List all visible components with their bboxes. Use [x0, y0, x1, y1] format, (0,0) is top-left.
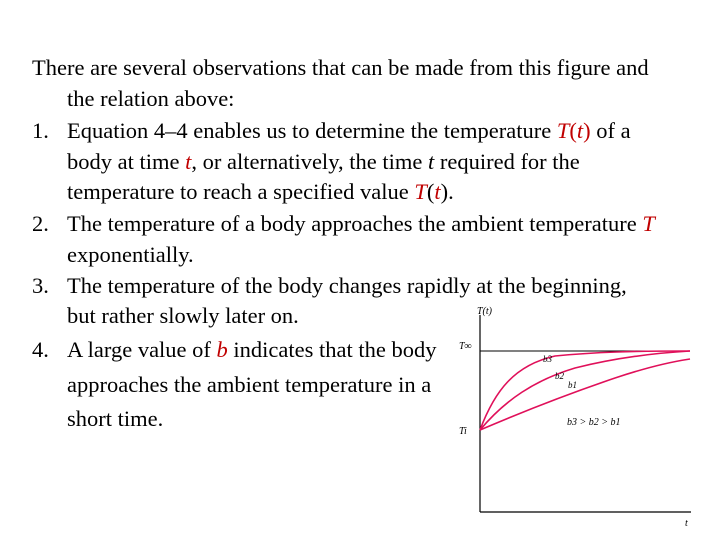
item-1-text: required for the: [434, 149, 580, 174]
item-1-text: body at time: [67, 149, 186, 174]
y-axis-label: T(t): [477, 306, 492, 317]
item-1-paren: ): [583, 118, 591, 143]
item-4-text: indicates that the body: [227, 337, 437, 362]
item-number-3: 3.: [32, 273, 49, 298]
temperature-curve-figure: [455, 300, 720, 540]
intro-line-1: There are several observations that can be made from this figure and: [32, 55, 649, 80]
item-4-line-2: approaches the ambient temperature in a: [67, 372, 432, 397]
curve-label-b1: b1: [568, 380, 577, 390]
item-2-T: T: [642, 211, 655, 236]
item-1-t: t: [434, 179, 441, 204]
item-1-t: t: [576, 118, 584, 143]
item-1-text: , or alternatively, the time: [191, 149, 428, 174]
item-number-1: 1.: [32, 118, 49, 143]
item-4-line-1: [67, 336, 437, 363]
curve-label-b2: b2: [555, 371, 564, 381]
item-2-text: The temperature of a body approaches the ambient temperature: [67, 211, 643, 236]
item-1-line-3: [67, 178, 454, 205]
intro-line-2: the relation above:: [67, 86, 235, 111]
item-number-2: 2.: [32, 211, 49, 236]
curve-label-b3: b3: [543, 354, 552, 364]
item-2-line-1: [67, 210, 655, 237]
item-3-line-1: The temperature of the body changes rapidly at the beginning,: [67, 273, 627, 298]
item-1-line-1: [67, 117, 631, 144]
item-1-paren: (: [569, 118, 577, 143]
initial-temperature-label: Ti: [459, 426, 467, 437]
ambient-label: T∞: [459, 341, 472, 352]
x-axis-label: t: [685, 518, 688, 529]
item-1-t: t: [185, 149, 192, 174]
item-1-paren: ).: [440, 179, 454, 204]
item-2-line-2: exponentially.: [67, 242, 194, 267]
item-1-line-2: [67, 148, 580, 175]
item-1-T: T: [556, 118, 570, 143]
item-1-text: Equation 4–4 enables us to determine the temperature: [67, 118, 557, 143]
item-1-text: temperature to reach a specified value: [67, 179, 415, 204]
item-1-T: T: [414, 179, 427, 204]
item-1-text: of a: [590, 118, 631, 143]
item-1-t: t: [427, 149, 435, 174]
relation-label: b3 > b2 > b1: [567, 417, 621, 428]
item-4-line-3: short time.: [67, 406, 164, 431]
item-3-line-2: but rather slowly later on.: [67, 303, 299, 328]
item-number-4: 4.: [32, 337, 49, 362]
item-4-text: A large value of: [67, 337, 217, 362]
item-1-paren: (: [426, 179, 435, 204]
item-4-b: b: [216, 337, 228, 362]
